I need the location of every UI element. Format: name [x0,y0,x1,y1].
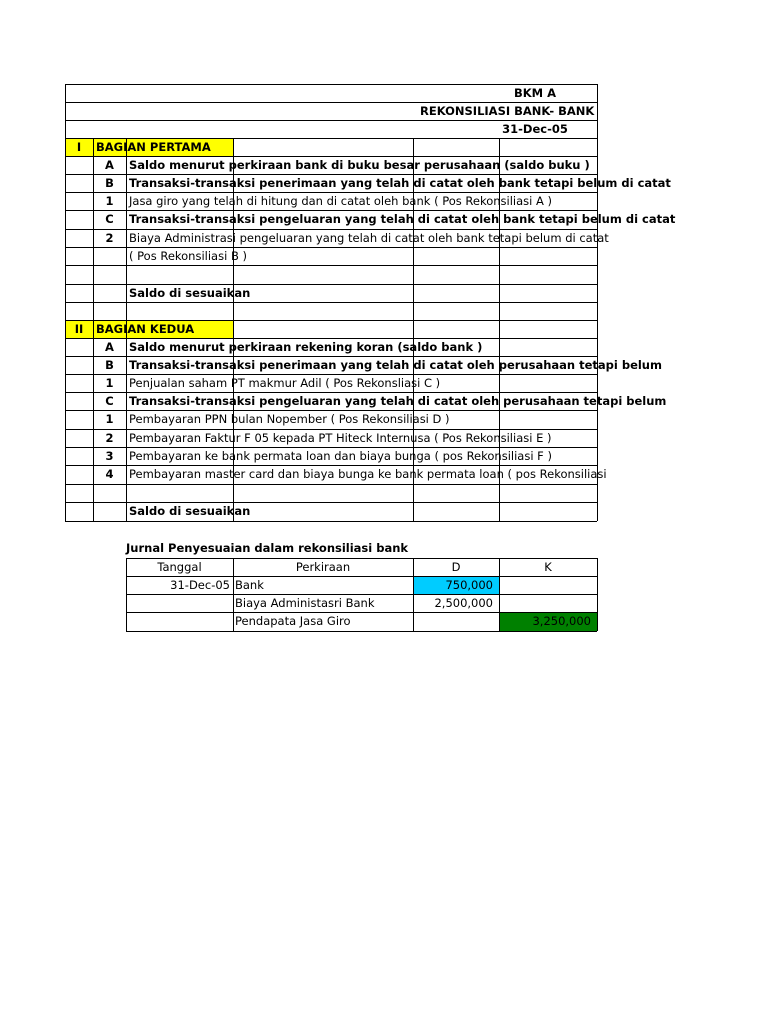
saldo-disesuaikan[interactable]: Saldo di sesuaikan [129,286,251,300]
col-header-credit[interactable]: K [544,560,552,574]
row-description[interactable]: Saldo menurut perkiraan rekening koran (saldo bank ) [129,340,483,354]
journal-debit[interactable]: 2,500,000 [434,596,493,610]
row-code[interactable]: A [105,340,114,354]
journal-date[interactable]: 31-Dec-05 [170,578,230,592]
row-code[interactable]: 3 [105,449,114,463]
grid-line [126,631,597,632]
row-code[interactable]: B [105,358,114,372]
row-code[interactable]: 1 [105,376,114,390]
journal-account[interactable]: Biaya Administasri Bank [235,596,375,610]
section-number[interactable]: I [76,140,82,154]
journal-account[interactable]: Pendapata Jasa Giro [235,614,351,628]
journal-credit[interactable] [499,594,591,612]
journal-credit[interactable]: 3,250,000 [532,614,591,628]
header-subtitle[interactable]: REKONSILIASI BANK- BANK [420,104,595,118]
saldo-disesuaikan[interactable]: Saldo di sesuaikan [129,504,251,518]
row-description[interactable]: Saldo menurut perkiraan bank di buku besar perusahaan (saldo buku ) [129,158,590,172]
row-code[interactable]: 2 [105,431,114,445]
col-header-account[interactable]: Perkiraan [295,560,351,574]
row-description[interactable]: Pembayaran Faktur F 05 kepada PT Hiteck Internusa ( Pos Rekonsiliasi E ) [129,431,552,445]
row-description[interactable]: Biaya Administrasi pengeluaran yang telah di catat oleh bank tetapi belum di catat [129,231,609,245]
row-description[interactable]: Transaksi-transaksi pengeluaran yang telah di catat oleh perusahaan tetapi belum [129,394,667,408]
row-description[interactable]: Transaksi-transaksi penerimaan yang telah di catat oleh perusahaan tetapi belum [129,358,662,372]
row-code[interactable]: A [105,158,114,172]
grid-line [65,84,597,85]
section-title[interactable]: BAGIAN PERTAMA [96,140,211,154]
grid-line [597,558,598,631]
row-description[interactable]: Transaksi-transaksi pengeluaran yang telah di catat oleh bank tetapi belum di catat [129,212,676,226]
row-description[interactable]: Jasa giro yang telah di hitung dan di catat oleh bank ( Pos Rekonsiliasi A ) [129,194,553,208]
row-code[interactable]: B [105,176,114,190]
row-code[interactable]: C [105,394,114,408]
row-code[interactable] [93,247,126,265]
row-code[interactable]: 4 [105,467,114,481]
header-title[interactable]: BKM A [513,86,557,100]
grid-line [65,120,597,121]
row-code[interactable]: 2 [105,231,114,245]
journal-title[interactable]: Jurnal Penyesuaian dalam rekonsiliasi bank [126,541,409,555]
grid-line [65,265,597,266]
row-description[interactable]: Penjualan saham PT makmur Adil ( Pos Rekonsliasi C ) [129,376,441,390]
grid-line [597,84,598,521]
row-code[interactable]: 1 [105,194,114,208]
grid-line [65,521,597,522]
header-date[interactable]: 31-Dec-05 [502,122,568,136]
row-description[interactable]: Pembayaran PPN bulan Nopember ( Pos Rekonsiliasi D ) [129,412,450,426]
row-description[interactable]: Transaksi-transaksi penerimaan yang telah di catat oleh bank tetapi belum di catat [129,176,671,190]
journal-date[interactable] [126,612,230,630]
row-code[interactable]: 1 [105,412,114,426]
grid-line [65,302,597,303]
col-header-debit[interactable]: D [451,560,461,574]
row-description[interactable]: ( Pos Rekonsiliasi B ) [129,249,247,263]
row-description[interactable]: Pembayaran master card dan biaya bunga ke bank permata loan ( pos Rekonsiliasi [129,467,607,481]
journal-debit[interactable] [413,612,493,630]
journal-debit[interactable]: 750,000 [445,578,493,592]
journal-credit[interactable] [499,576,591,594]
col-header-date[interactable]: Tanggal [157,560,202,574]
grid-line [65,484,597,485]
row-description[interactable]: Pembayaran ke bank permata loan dan biaya bunga ( pos Rekonsiliasi F ) [129,449,552,463]
grid-line [65,102,597,103]
row-code[interactable]: C [105,212,114,226]
section-title[interactable]: BAGIAN KEDUA [96,322,195,336]
journal-date[interactable] [126,594,230,612]
journal-account[interactable]: Bank [235,578,264,592]
section-number[interactable]: II [74,322,84,336]
